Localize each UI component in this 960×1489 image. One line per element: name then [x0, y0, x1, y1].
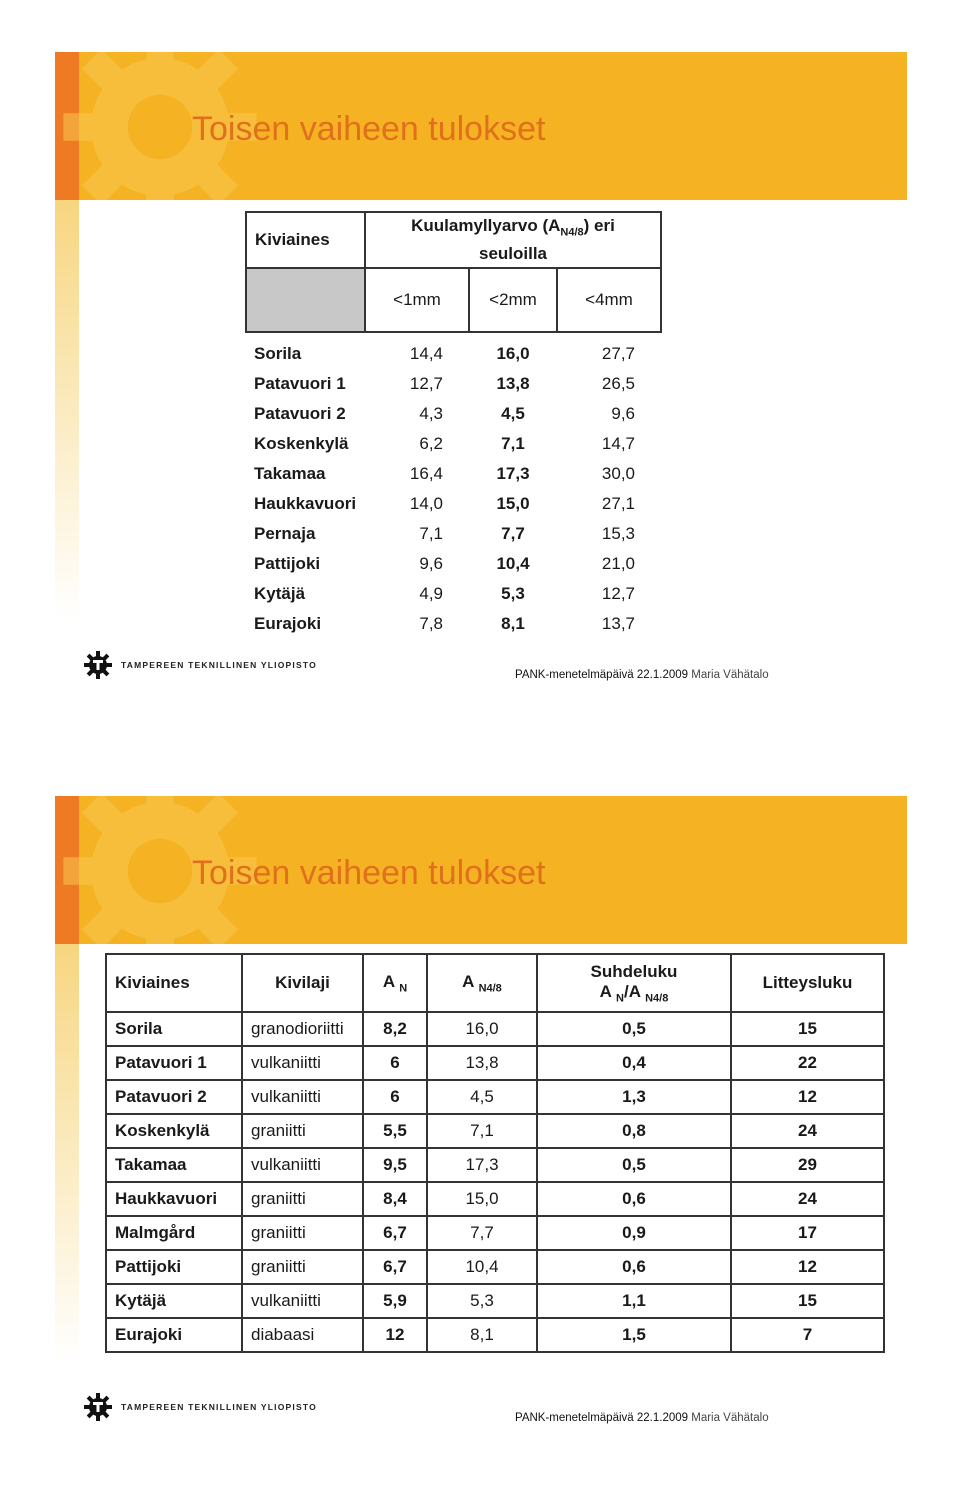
row-kivilaji: graniitti	[242, 1114, 363, 1148]
value-1mm: 14,4	[409, 344, 443, 363]
value-2mm: 16,0	[496, 344, 530, 363]
table-row	[246, 489, 661, 519]
row-kiviaines: Malmgård	[106, 1216, 242, 1250]
header-band	[55, 796, 907, 944]
value-an48: 17,3	[427, 1148, 537, 1182]
value-litteysluku: 7	[731, 1318, 884, 1352]
value-litteysluku: 15	[731, 1012, 884, 1046]
value-an48: 5,3	[427, 1284, 537, 1318]
value-litteysluku: 15	[731, 1284, 884, 1318]
slide-2	[55, 796, 907, 1436]
value-4mm: 30,0	[601, 464, 635, 483]
value-2mm: 8,1	[501, 614, 525, 633]
value-litteysluku: 24	[731, 1114, 884, 1148]
value-suhdeluku: 0,5	[537, 1012, 731, 1046]
table-row	[246, 339, 661, 369]
value-an: 12	[363, 1318, 427, 1352]
value-1mm: 12,7	[409, 374, 443, 393]
value-1mm: 16,4	[409, 464, 443, 483]
header-kivilaji: Kivilaji	[242, 954, 363, 1012]
row-kivilaji: vulkaniitti	[242, 1284, 363, 1318]
row-kiviaines: Eurajoki	[254, 614, 322, 633]
header-an48: A $_{N4/8}$	[427, 954, 537, 1012]
value-2mm: 15,0	[496, 494, 530, 513]
value-litteysluku: 12	[731, 1250, 884, 1284]
value-an: 6	[363, 1080, 427, 1114]
row-kivilaji: graniitti	[242, 1216, 363, 1250]
tut-gear-logo-icon	[83, 650, 113, 680]
row-kiviaines: Kytäjä	[106, 1284, 242, 1318]
row-kivilaji: graniitti	[242, 1182, 363, 1216]
header-band	[55, 52, 907, 200]
row-kiviaines: Patavuori 1	[106, 1046, 242, 1080]
row-kiviaines: Sorila	[106, 1012, 242, 1046]
value-an48: 10,4	[427, 1250, 537, 1284]
table-row	[106, 1284, 884, 1318]
header-an: A $_N$	[363, 954, 427, 1012]
row-kiviaines: Sorila	[254, 344, 302, 363]
results-table	[105, 953, 885, 1353]
logo-text: TAMPEREEN TEKNILLINEN YLIOPISTO	[121, 660, 317, 670]
value-suhdeluku: 0,6	[537, 1250, 731, 1284]
value-an48: 8,1	[427, 1318, 537, 1352]
value-an: 8,4	[363, 1182, 427, 1216]
value-4mm: 9,6	[611, 404, 635, 423]
table-row	[106, 1318, 884, 1352]
value-an: 6	[363, 1046, 427, 1080]
slide-title: Toisen vaiheen tulokset	[192, 110, 546, 148]
value-suhdeluku: 0,5	[537, 1148, 731, 1182]
row-kiviaines: Pattijoki	[254, 554, 321, 573]
value-an: 5,5	[363, 1114, 427, 1148]
row-kiviaines: Patavuori 2	[254, 404, 346, 423]
table-row	[106, 1148, 884, 1182]
value-an: 6,7	[363, 1250, 427, 1284]
value-an48: 16,0	[427, 1012, 537, 1046]
row-kiviaines: Eurajoki	[106, 1318, 242, 1352]
table-row	[106, 1182, 884, 1216]
value-an: 6,7	[363, 1216, 427, 1250]
logo-text: TAMPEREEN TEKNILLINEN YLIOPISTO	[121, 1402, 317, 1412]
footer-author: Maria Vähätalo	[691, 1412, 769, 1424]
value-1mm: 4,9	[419, 584, 443, 603]
row-kiviaines: Haukkavuori	[254, 494, 357, 513]
value-1mm: 9,6	[419, 554, 443, 573]
row-kivilaji: vulkaniitti	[242, 1148, 363, 1182]
header-kiviaines: Kiviaines	[106, 954, 242, 1012]
table-row	[246, 609, 661, 639]
value-suhdeluku: 0,6	[537, 1182, 731, 1216]
value-2mm: 7,1	[501, 434, 525, 453]
value-2mm: 4,5	[501, 404, 525, 423]
value-2mm: 7,7	[501, 524, 525, 543]
table-row	[246, 459, 661, 489]
slide-title: Toisen vaiheen tulokset	[192, 854, 546, 892]
row-kivilaji: graniitti	[242, 1250, 363, 1284]
value-litteysluku: 24	[731, 1182, 884, 1216]
value-an: 5,9	[363, 1284, 427, 1318]
header-kiviaines: Kiviaines	[246, 212, 365, 268]
row-kiviaines: Koskenkylä	[254, 434, 349, 453]
value-2mm: 10,4	[496, 554, 530, 573]
header-litteysluku: Litteysluku	[731, 954, 884, 1012]
value-an: 8,2	[363, 1012, 427, 1046]
row-kiviaines: Patavuori 2	[106, 1080, 242, 1114]
footer-event: PANK-menetelmäpäivä 22.1.2009	[515, 669, 689, 681]
row-kiviaines: Kytäjä	[254, 584, 306, 603]
table-row	[106, 1216, 884, 1250]
table-row	[246, 579, 661, 609]
tut-logo	[83, 1392, 317, 1422]
value-1mm: 6,2	[419, 434, 443, 453]
value-1mm: 4,3	[419, 404, 443, 423]
side-gradient	[55, 200, 79, 692]
value-litteysluku: 17	[731, 1216, 884, 1250]
value-suhdeluku: 0,4	[537, 1046, 731, 1080]
table-row	[246, 399, 661, 429]
header-sieve-2mm: <2mm	[469, 268, 557, 332]
value-suhdeluku: 1,1	[537, 1284, 731, 1318]
value-an: 9,5	[363, 1148, 427, 1182]
value-an48: 15,0	[427, 1182, 537, 1216]
tut-logo	[83, 650, 317, 680]
table-row	[106, 1114, 884, 1148]
value-an48: 4,5	[427, 1080, 537, 1114]
value-suhdeluku: 0,8	[537, 1114, 731, 1148]
ball-mill-table	[245, 211, 662, 639]
table-row	[106, 1012, 884, 1046]
row-kivilaji: diabaasi	[242, 1318, 363, 1352]
value-2mm: 5,3	[501, 584, 525, 603]
value-litteysluku: 12	[731, 1080, 884, 1114]
value-4mm: 27,7	[601, 344, 635, 363]
table-row	[246, 429, 661, 459]
row-kivilaji: vulkaniitti	[242, 1080, 363, 1114]
row-kivilaji: granodioriitti	[242, 1012, 363, 1046]
header-sieve-4mm: <4mm	[557, 268, 661, 332]
value-2mm: 13,8	[496, 374, 530, 393]
value-1mm: 14,0	[409, 494, 443, 513]
table-row	[246, 369, 661, 399]
header-suhdeluku: Suhdeluku A $_N$/A $_{N4/8}$	[537, 954, 731, 1012]
header-kuulamyllyarvo: Kuulamyllyarvo $(A_{N4/8})$ eri seuloilla	[365, 212, 661, 268]
table-row	[106, 1046, 884, 1080]
row-kiviaines: Takamaa	[254, 464, 326, 483]
footer-event: PANK-menetelmäpäivä 22.1.2009	[515, 1412, 689, 1424]
value-suhdeluku: 1,5	[537, 1318, 731, 1352]
tut-gear-logo-icon	[83, 1392, 113, 1422]
value-suhdeluku: 1,3	[537, 1080, 731, 1114]
row-kiviaines: Takamaa	[106, 1148, 242, 1182]
value-litteysluku: 29	[731, 1148, 884, 1182]
table-row	[246, 549, 661, 579]
row-kivilaji: vulkaniitti	[242, 1046, 363, 1080]
footer-author: Maria Vähätalo	[691, 669, 769, 681]
value-2mm: 17,3	[496, 464, 530, 483]
value-4mm: 21,0	[601, 554, 635, 573]
row-kiviaines: Pattijoki	[106, 1250, 242, 1284]
value-4mm: 26,5	[601, 374, 635, 393]
header-sieve-1mm: <1mm	[365, 268, 469, 332]
value-litteysluku: 22	[731, 1046, 884, 1080]
side-gradient	[55, 944, 79, 1436]
value-an48: 7,1	[427, 1114, 537, 1148]
value-1mm: 7,1	[419, 524, 443, 543]
value-4mm: 14,7	[601, 434, 635, 453]
table-row	[246, 519, 661, 549]
row-kiviaines: Haukkavuori	[106, 1182, 242, 1216]
row-kiviaines: Koskenkylä	[106, 1114, 242, 1148]
value-4mm: 27,1	[601, 494, 635, 513]
value-4mm: 12,7	[601, 584, 635, 603]
header-blank	[246, 268, 365, 332]
value-4mm: 15,3	[601, 524, 635, 543]
value-an48: 13,8	[427, 1046, 537, 1080]
table-row	[106, 1080, 884, 1114]
value-an48: 7,7	[427, 1216, 537, 1250]
value-4mm: 13,7	[601, 614, 635, 633]
value-1mm: 7,8	[419, 614, 443, 633]
footer	[515, 1412, 769, 1424]
footer	[515, 669, 769, 681]
table-row	[106, 1250, 884, 1284]
row-kiviaines: Pernaja	[254, 524, 316, 543]
row-kiviaines: Patavuori 1	[254, 374, 346, 393]
value-suhdeluku: 0,9	[537, 1216, 731, 1250]
slide-1	[55, 52, 907, 692]
